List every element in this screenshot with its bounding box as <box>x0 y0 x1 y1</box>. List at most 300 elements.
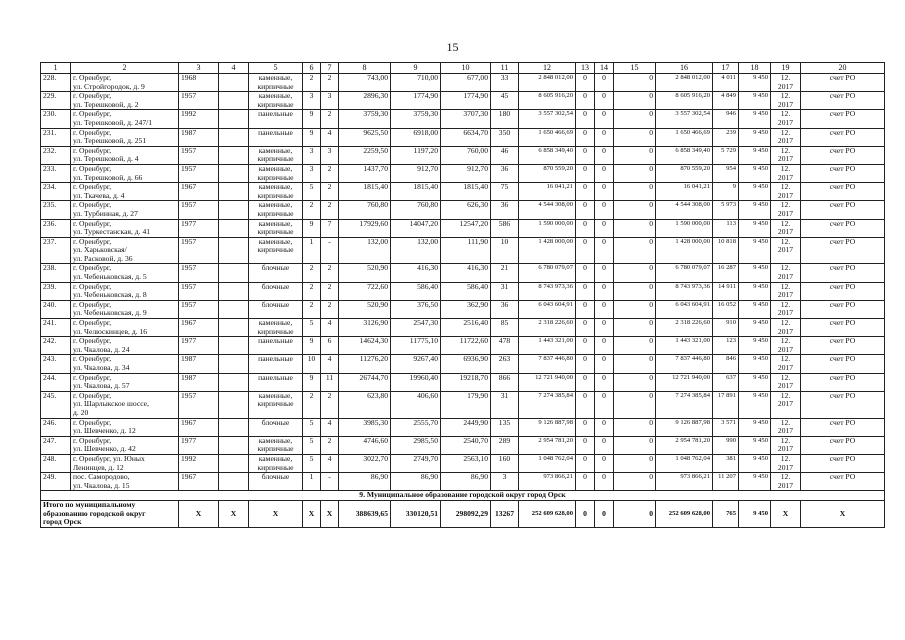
column-number: 11 <box>491 63 519 74</box>
living-area: 406,60 <box>391 391 441 418</box>
entrances: 4 <box>321 355 339 373</box>
repair-cost: 6 043 604,91 <box>519 300 576 318</box>
floors: 2 <box>303 201 321 219</box>
total-area: 760,80 <box>339 201 391 219</box>
wall-material-line: каменные, <box>258 219 293 228</box>
total-col-3: X <box>179 500 219 527</box>
table-row <box>41 110 885 128</box>
total-area: 132,00 <box>339 237 391 264</box>
cost-per-m2: 3 571 <box>713 418 739 436</box>
total-max-cost: 9 450 <box>739 500 771 527</box>
entrances: 2 <box>321 391 339 418</box>
entrances: 2 <box>321 183 339 201</box>
wall-material <box>249 319 303 337</box>
total-cost: 870 559,20 <box>656 164 713 182</box>
fund-method: счет РО <box>801 436 885 454</box>
wall-material <box>249 183 303 201</box>
repair-date-line: 12. <box>780 182 791 192</box>
total-col-6: X <box>303 500 321 527</box>
col-15: 0 <box>614 74 656 92</box>
col-14: 0 <box>595 74 614 92</box>
col-4 <box>219 300 249 318</box>
total-label-line: образованию городской округ <box>43 508 146 518</box>
col-14: 0 <box>595 436 614 454</box>
col-14: 0 <box>595 319 614 337</box>
address-line: ул. Стройгородок, д. 9 <box>73 81 145 91</box>
total-area: 3022,70 <box>339 454 391 472</box>
build-year: 1967 <box>179 183 219 201</box>
column-number: 15 <box>614 63 656 74</box>
wall-material-line: каменные, <box>258 200 293 210</box>
col-15: 0 <box>614 183 656 201</box>
fund-method: счет РО <box>801 110 885 128</box>
residents: 180 <box>491 110 519 128</box>
repair-date <box>771 282 801 300</box>
total-cost-sum: 252 609 628,00 <box>656 500 713 527</box>
private-area: 586,40 <box>441 282 491 300</box>
table-row <box>41 146 885 164</box>
address-line: ул. Чкалова, д. 15 <box>73 480 130 490</box>
max-cost: 9 450 <box>739 391 771 418</box>
residents: 135 <box>491 418 519 436</box>
repair-date-line: 12. <box>780 391 791 400</box>
max-cost: 9 450 <box>739 219 771 237</box>
repair-date <box>771 146 801 164</box>
residents: 36 <box>491 300 519 318</box>
floors: 2 <box>303 264 321 282</box>
table-row <box>41 74 885 92</box>
residents: 31 <box>491 282 519 300</box>
total-col-5: X <box>249 500 303 527</box>
repair-date-line: 12. <box>780 300 791 309</box>
address-line: г. Оренбург, <box>73 164 112 173</box>
row-number: 235. <box>41 201 71 219</box>
fund-method: счет РО <box>801 337 885 355</box>
table-row <box>41 454 885 472</box>
total-area: 2259,50 <box>339 146 391 164</box>
max-cost: 9 450 <box>739 128 771 146</box>
private-area: 677,00 <box>441 74 491 92</box>
address <box>71 436 179 454</box>
col-4 <box>219 319 249 337</box>
address-line: г. Оренбург, <box>73 391 112 400</box>
residents: 31 <box>491 391 519 418</box>
residents: 10 <box>491 237 519 264</box>
col-14: 0 <box>595 237 614 264</box>
col-14: 0 <box>595 183 614 201</box>
repair-date <box>771 454 801 472</box>
fund-method: счет РО <box>801 74 885 92</box>
fund-method: счет РО <box>801 418 885 436</box>
repair-date-line: 2017 <box>777 290 794 300</box>
wall-material <box>249 454 303 472</box>
row-number: 238. <box>41 264 71 282</box>
col-15: 0 <box>614 110 656 128</box>
col-14: 0 <box>595 92 614 110</box>
wall-material-line: панельные <box>258 336 293 346</box>
wall-material-line: панельные <box>258 354 293 364</box>
col-14: 0 <box>595 337 614 355</box>
repair-date-line: 12. <box>780 472 791 482</box>
fund-method: счет РО <box>801 237 885 264</box>
wall-material-line: каменные, <box>258 318 293 328</box>
row-number: 228. <box>41 74 71 92</box>
wall-material <box>249 74 303 92</box>
address-line: г. Оренбург, <box>73 109 112 119</box>
residents: 3 <box>491 473 519 491</box>
wall-material <box>249 128 303 146</box>
wall-material-line: кирпичные <box>257 227 294 237</box>
fund-method: счет РО <box>801 219 885 237</box>
private-area: 2540,70 <box>441 436 491 454</box>
repair-date <box>771 319 801 337</box>
col-4 <box>219 110 249 128</box>
floors: 5 <box>303 319 321 337</box>
wall-material-line: кирпичные <box>257 208 294 218</box>
col-4 <box>219 282 249 300</box>
total-area: 520,90 <box>339 300 391 318</box>
col-4 <box>219 454 249 472</box>
col-4 <box>219 183 249 201</box>
address-line: г. Оренбург, <box>73 263 112 273</box>
address-line: ул. Челюскинцев, д. 16 <box>73 326 148 336</box>
floors: 3 <box>303 92 321 110</box>
column-number: 13 <box>576 63 595 74</box>
repair-cost: 973 866,21 <box>519 473 576 491</box>
column-number: 16 <box>656 63 713 74</box>
col-14: 0 <box>595 201 614 219</box>
max-cost: 9 450 <box>739 418 771 436</box>
residents: 263 <box>491 355 519 373</box>
col-13: 0 <box>576 473 595 491</box>
address-line: г. Оренбург, <box>73 182 112 192</box>
address-line: г. Оренбург, <box>73 373 112 382</box>
col-13: 0 <box>576 373 595 391</box>
residents: 36 <box>491 164 519 182</box>
address-line: ул. Терешковой, д. 66 <box>73 172 143 182</box>
col-15: 0 <box>614 92 656 110</box>
build-year: 1992 <box>179 454 219 472</box>
row-number: 247. <box>41 436 71 454</box>
living-area: 760,80 <box>391 201 441 219</box>
row-number: 233. <box>41 164 71 182</box>
private-area: 19218,70 <box>441 373 491 391</box>
repair-date-line: 2017 <box>777 81 794 91</box>
row-number: 249. <box>41 473 71 491</box>
build-year: 1967 <box>179 473 219 491</box>
repair-date <box>771 237 801 264</box>
max-cost: 9 450 <box>739 92 771 110</box>
living-area: 710,00 <box>391 74 441 92</box>
address-line: г. Оренбург, <box>73 336 112 346</box>
table-row <box>41 418 885 436</box>
repair-date <box>771 418 801 436</box>
col-15: 0 <box>614 237 656 264</box>
residents-sum: 13267 <box>491 500 519 527</box>
residents: 350 <box>491 128 519 146</box>
section-row <box>41 491 885 501</box>
column-number-row <box>41 63 885 74</box>
col-4 <box>219 436 249 454</box>
build-year: 1957 <box>179 146 219 164</box>
private-area: 179,90 <box>441 391 491 418</box>
repair-cost: 1 048 762,04 <box>519 454 576 472</box>
total-col-13: 0 <box>576 500 595 527</box>
col-13: 0 <box>576 92 595 110</box>
living-area: 2547,30 <box>391 319 441 337</box>
build-year: 1957 <box>179 164 219 182</box>
total-area: 743,00 <box>339 74 391 92</box>
fund-method: счет РО <box>801 300 885 318</box>
fund-method: счет РО <box>801 454 885 472</box>
address <box>71 319 179 337</box>
floors: 3 <box>303 146 321 164</box>
max-cost: 9 450 <box>739 74 771 92</box>
entrances: 7 <box>321 219 339 237</box>
col-15: 0 <box>614 436 656 454</box>
address <box>71 337 179 355</box>
col-15: 0 <box>614 219 656 237</box>
wall-material-line: панельные <box>258 128 293 137</box>
max-cost: 9 450 <box>739 319 771 337</box>
address-line: ул. Терешковой, д. 251 <box>73 136 147 146</box>
repair-date-line: 12. <box>780 318 791 328</box>
total-area: 1437,70 <box>339 164 391 182</box>
address-line: г. Оренбург, ул. Юных <box>73 454 145 463</box>
max-cost: 9 450 <box>739 264 771 282</box>
living-area: 416,30 <box>391 264 441 282</box>
living-area: 2555,70 <box>391 418 441 436</box>
floors: 9 <box>303 128 321 146</box>
total-label <box>41 500 179 527</box>
repair-cost: 3 557 302,54 <box>519 110 576 128</box>
max-cost: 9 450 <box>739 164 771 182</box>
wall-material <box>249 164 303 182</box>
entrances: 2 <box>321 164 339 182</box>
repair-date-line: 2017 <box>777 190 794 200</box>
address <box>71 164 179 182</box>
row-number: 236. <box>41 219 71 237</box>
entrances: 4 <box>321 319 339 337</box>
fund-method: счет РО <box>801 164 885 182</box>
floors: 5 <box>303 454 321 472</box>
col-15: 0 <box>614 264 656 282</box>
wall-material-line: каменные, <box>258 164 293 173</box>
fund-method: счет РО <box>801 183 885 201</box>
col-15: 0 <box>614 373 656 391</box>
column-number: 10 <box>441 63 491 74</box>
total-area: 11276,20 <box>339 355 391 373</box>
entrances: 2 <box>321 300 339 318</box>
total-col-19: X <box>771 500 801 527</box>
total-cost: 6 043 604,91 <box>656 300 713 318</box>
wall-material <box>249 373 303 391</box>
total-area: 2896,30 <box>339 92 391 110</box>
address <box>71 237 179 264</box>
col-13: 0 <box>576 164 595 182</box>
address-line: ул. Шарлыкское шоссе, <box>73 399 149 409</box>
repair-cost: 7 837 446,80 <box>519 355 576 373</box>
address-line: ул. Расковой, д. 36 <box>73 253 133 263</box>
column-number: 5 <box>249 63 303 74</box>
repair-cost: 2 954 781,20 <box>519 436 576 454</box>
total-col-7: X <box>321 500 339 527</box>
address-line: г. Оренбург, <box>73 436 112 445</box>
wall-material-line: каменные, <box>258 237 293 246</box>
address-line: г. Оренбург, <box>73 418 112 427</box>
entrances: - <box>321 237 339 264</box>
total-label-line: город Орск <box>43 517 82 527</box>
repair-date-line: 12. <box>780 164 791 173</box>
column-number: 2 <box>71 63 179 74</box>
address <box>71 146 179 164</box>
repair-cost: 16 041,21 <box>519 183 576 201</box>
living-area: 11775,10 <box>391 337 441 355</box>
max-cost: 9 450 <box>739 355 771 373</box>
address-line: пос. Самородово, <box>73 472 130 482</box>
floors: 3 <box>303 164 321 182</box>
col-15: 0 <box>614 355 656 373</box>
col-13: 0 <box>576 183 595 201</box>
address <box>71 74 179 92</box>
floors: 5 <box>303 436 321 454</box>
wall-material-line: кирпичные <box>257 154 294 164</box>
column-number: 18 <box>739 63 771 74</box>
col-13: 0 <box>576 355 595 373</box>
col-4 <box>219 355 249 373</box>
max-cost: 9 450 <box>739 282 771 300</box>
max-cost: 9 450 <box>739 201 771 219</box>
wall-material-line: блочные <box>261 472 290 482</box>
address <box>71 454 179 472</box>
max-cost: 9 450 <box>739 436 771 454</box>
table-row <box>41 282 885 300</box>
floors: 1 <box>303 237 321 264</box>
cost-per-m2: 10 818 <box>713 237 739 264</box>
row-number: 246. <box>41 418 71 436</box>
col-4 <box>219 74 249 92</box>
wall-material-line: кирпичные <box>257 172 294 182</box>
row-number: 244. <box>41 373 71 391</box>
total-area: 86,90 <box>339 473 391 491</box>
col-14: 0 <box>595 473 614 491</box>
wall-material-line: кирпичные <box>257 444 294 454</box>
entrances: 2 <box>321 110 339 128</box>
col-14: 0 <box>595 128 614 146</box>
wall-material <box>249 436 303 454</box>
floors: 9 <box>303 373 321 391</box>
repair-date-line: 2017 <box>777 444 794 454</box>
col-13: 0 <box>576 237 595 264</box>
floors: 2 <box>303 391 321 418</box>
column-number: 6 <box>303 63 321 74</box>
repair-date-line: 12. <box>780 373 791 382</box>
repair-date-line: 2017 <box>777 136 794 146</box>
repair-date-line: 12. <box>780 418 791 427</box>
address-line: ул. Шевченко, д. 42 <box>73 444 136 454</box>
column-number: 12 <box>519 63 576 74</box>
cost-per-m2: 990 <box>713 436 739 454</box>
col-13: 0 <box>576 201 595 219</box>
build-year: 1957 <box>179 237 219 264</box>
address-line: ул. Терешковой, д. 2 <box>73 99 139 109</box>
residents: 33 <box>491 74 519 92</box>
total-area: 17929,60 <box>339 219 391 237</box>
repair-date <box>771 355 801 373</box>
address <box>71 110 179 128</box>
repair-date-line: 2017 <box>777 399 794 409</box>
residents: 75 <box>491 183 519 201</box>
table-row <box>41 355 885 373</box>
living-area: 1197,20 <box>391 146 441 164</box>
column-number: 7 <box>321 63 339 74</box>
private-area: 12547,20 <box>441 219 491 237</box>
repair-date-line: 2017 <box>777 344 794 354</box>
address-line: ул. Чебеньковская, д. 8 <box>73 290 147 300</box>
private-area: 111,90 <box>441 237 491 264</box>
living-area-sum: 330120,51 <box>391 500 441 527</box>
total-area: 3126,90 <box>339 319 391 337</box>
entrances: 4 <box>321 128 339 146</box>
build-year: 1957 <box>179 391 219 418</box>
col-14: 0 <box>595 164 614 182</box>
repair-date-line: 2017 <box>777 381 794 391</box>
wall-material-line: блочные <box>261 282 290 291</box>
total-cost: 1 650 466,69 <box>656 128 713 146</box>
max-cost: 9 450 <box>739 454 771 472</box>
col-15: 0 <box>614 201 656 219</box>
repair-date <box>771 373 801 391</box>
private-area: 760,00 <box>441 146 491 164</box>
col-13: 0 <box>576 337 595 355</box>
address-line: ул. Чкалова, д. 34 <box>73 363 130 372</box>
total-cost: 6 780 079,07 <box>656 264 713 282</box>
wall-material-line: панельные <box>258 373 293 382</box>
repair-cost-sum: 252 609 628,00 <box>519 500 576 527</box>
private-area: 86,90 <box>441 473 491 491</box>
floors: 9 <box>303 110 321 128</box>
total-area: 14624,30 <box>339 337 391 355</box>
total-area: 722,60 <box>339 282 391 300</box>
living-area: 376,50 <box>391 300 441 318</box>
cost-per-m2: 16 287 <box>713 264 739 282</box>
entrances: 2 <box>321 264 339 282</box>
private-area: 1815,40 <box>441 183 491 201</box>
column-number: 17 <box>713 63 739 74</box>
wall-material <box>249 473 303 491</box>
living-area: 132,00 <box>391 237 441 264</box>
repair-date-line: 2017 <box>777 99 794 109</box>
total-cost: 1 590 000,00 <box>656 219 713 237</box>
repair-date-line: 12. <box>780 454 791 463</box>
repair-cost: 1 650 466,69 <box>519 128 576 146</box>
repair-date <box>771 110 801 128</box>
col-13: 0 <box>576 454 595 472</box>
fund-method: счет РО <box>801 282 885 300</box>
entrances: - <box>321 473 339 491</box>
repair-date <box>771 436 801 454</box>
living-area: 14047,20 <box>391 219 441 237</box>
repair-cost: 2 318 226,60 <box>519 319 576 337</box>
col-15: 0 <box>614 319 656 337</box>
address <box>71 373 179 391</box>
fund-method: счет РО <box>801 473 885 491</box>
wall-material <box>249 391 303 418</box>
cost-per-m2: 381 <box>713 454 739 472</box>
row-number: 245. <box>41 391 71 418</box>
col-4 <box>219 264 249 282</box>
col-15: 0 <box>614 128 656 146</box>
